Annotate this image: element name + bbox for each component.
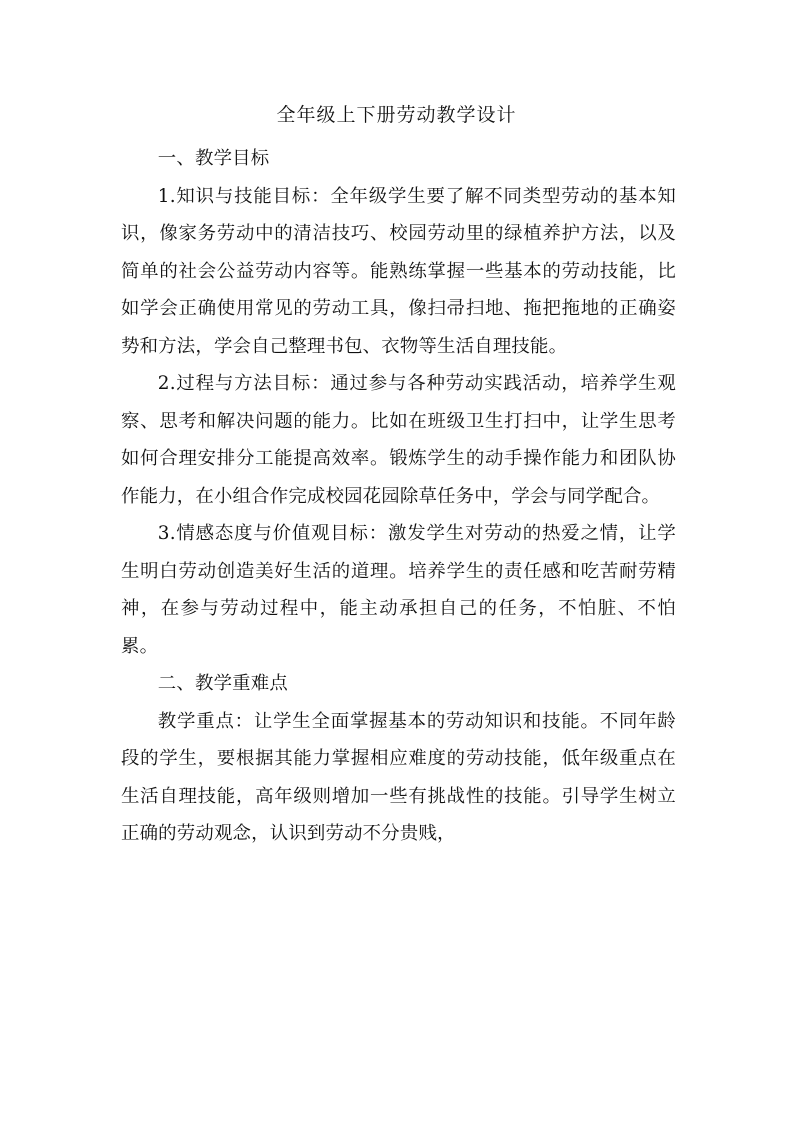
section-heading-objectives: 一、教学目标 <box>157 148 270 169</box>
paragraph-process-methods: 2.过程与方法目标：通过参与各种劳动实践活动，培养学生观察、思考和解决问题的能力。比如在班级卫生打扫中，让学生思考如何合理安排分工能提高效率。锻炼学生的动手操作能力和团队协作能力，在小组合作完成校园花园除草任务中，学会与同学配合。 <box>121 373 676 507</box>
section-heading-key-points: 二、教学重难点 <box>157 673 288 694</box>
document-body <box>121 140 676 853</box>
paragraph-knowledge-skills: 1.知识与技能目标：全年级学生要了解不同类型劳动的基本知识，像家务劳动中的清洁技巧、校园劳动里的绿植养护方法，以及简单的社会公益劳动内容等。能熟练掌握一些基本的劳动技能，比如学会正确使用常见的劳动工具，像扫帚扫地、拖把拖地的正确姿势和方法，学会自己整理书包、衣物等生活自理技能。 <box>121 185 676 357</box>
paragraph-teaching-focus: 教学重点：让学生全面掌握基本的劳动知识和技能。不同年龄段的学生，要根据其能力掌握相应难度的劳动技能，低年级重点在生活自理技能，高年级则增加一些有挑战性的技能。引导学生树立正确的劳动观念，认识到劳动不分贵贱， <box>121 710 676 844</box>
paragraph-emotion-values: 3.情感态度与价值观目标：激发学生对劳动的热爱之情，让学生明白劳动创造美好生活的道理。培养学生的责任感和吃苦耐劳精神，在参与劳动过程中，能主动承担自己的任务，不怕脏、不怕累。 <box>121 523 676 657</box>
document-title: 全年级上下册劳动教学设计 <box>276 104 517 126</box>
